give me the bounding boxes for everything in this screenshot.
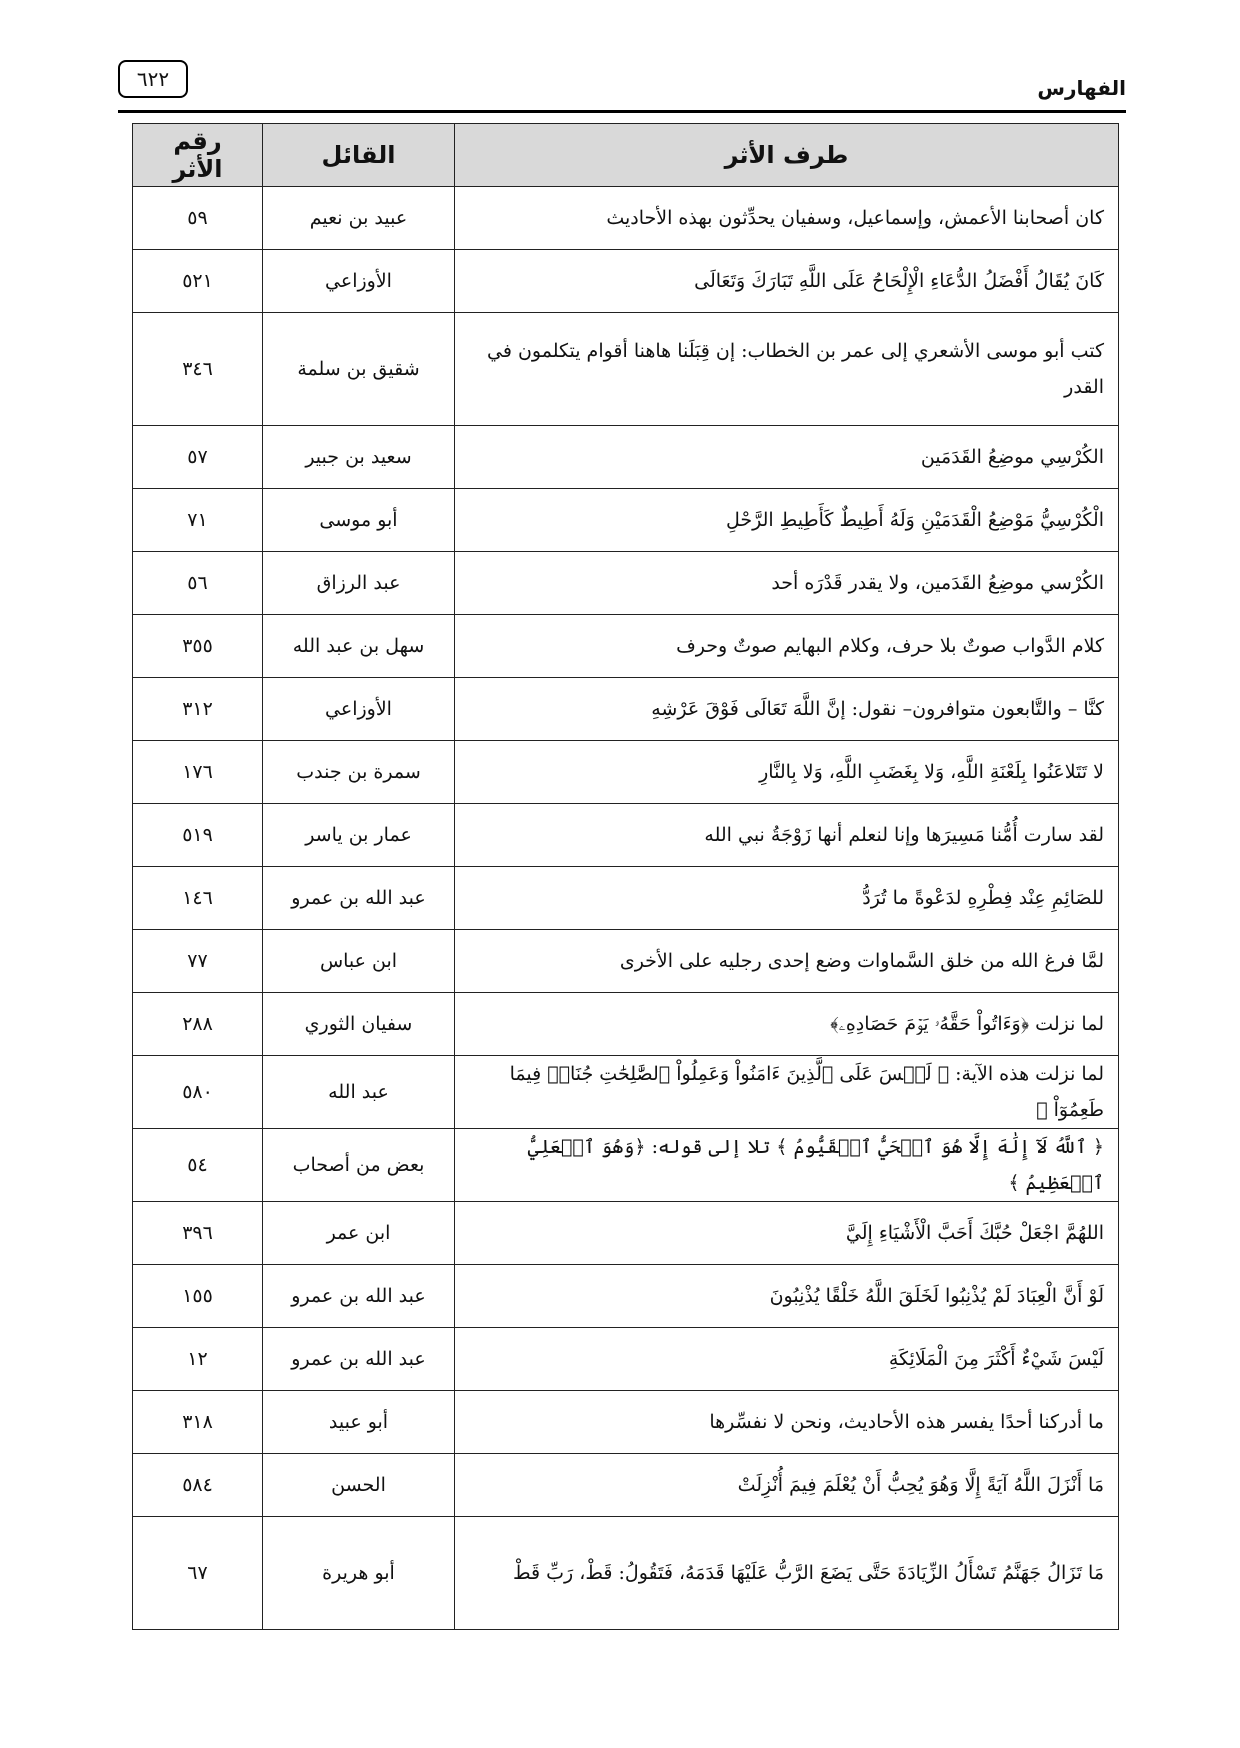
athar-sayer: شقيق بن سلمة xyxy=(263,313,455,426)
athar-sayer: سمرة بن جندب xyxy=(263,741,455,804)
athar-text: الْكُرْسِيُّ مَوْضِعُ الْقَدَمَيْنِ وَلَهُ أَطِيطٌ كَأَطِيطِ الرَّحْلِ xyxy=(455,489,1119,552)
athar-index-table xyxy=(132,123,1119,1630)
table-row xyxy=(133,993,1119,1056)
athar-text: لمَّا فرغ الله من خلق السَّماوات وضع إحدى رجليه على الأخرى xyxy=(455,930,1119,993)
athar-sayer: الأوزاعي xyxy=(263,250,455,313)
athar-text: للصَائِمِ عِنْد فِطْرِهِ لدَعْوةً ما تُرَدُّ xyxy=(455,867,1119,930)
athar-text: ﴿ ٱللَّهُ لَآ إِلَٰهَ إِلَّا هُوَ ٱلۡحَيُّ ٱلۡقَيُّومُ ﴾ تلا إلى قوله: ﴿وَهُوَ ٱلۡعَلِيُّ ٱلۡعَظِيمُ ﴾ xyxy=(455,1129,1119,1202)
table-row xyxy=(133,250,1119,313)
athar-number: ٥٧ xyxy=(133,426,263,489)
athar-text: لَوْ أَنَّ الْعِبَادَ لَمْ يُذْنِبُوا لَخَلَقَ اللَّهُ خَلْقًا يُذْنِبُونَ xyxy=(455,1265,1119,1328)
column-header-number: رقم الأثر xyxy=(133,124,263,187)
athar-text: كان أصحابنا الأعمش، وإسماعيل، وسفيان يحدِّثون بهذه الأحاديث xyxy=(455,187,1119,250)
table-row xyxy=(133,1202,1119,1265)
table-row xyxy=(133,313,1119,426)
athar-text: مَا أَنْزَلَ اللَّهُ آيَةً إِلَّا وَهُوَ يُحِبُّ أَنْ يُعْلَمَ فِيمَ أُنْزِلَتْ xyxy=(455,1454,1119,1517)
section-title: الفهارس xyxy=(1037,76,1126,100)
table-row xyxy=(133,804,1119,867)
athar-number: ٥٨٤ xyxy=(133,1454,263,1517)
table-row xyxy=(133,615,1119,678)
athar-sayer: بعض من أصحاب xyxy=(263,1129,455,1202)
table-row xyxy=(133,867,1119,930)
athar-number: ٥٩ xyxy=(133,187,263,250)
athar-number: ١٧٦ xyxy=(133,741,263,804)
athar-sayer: سعيد بن جبير xyxy=(263,426,455,489)
athar-text: كنَّا – والتَّابعون متوافرون– نقول: إنَّ اللَّهَ تَعَالَى فَوْقَ عَرْشِهِ xyxy=(455,678,1119,741)
page-header xyxy=(118,58,1126,114)
athar-number: ٣٤٦ xyxy=(133,313,263,426)
athar-number: ٥١٩ xyxy=(133,804,263,867)
athar-number: ٣١٨ xyxy=(133,1391,263,1454)
athar-text: لما نزلت ﴿وَءَاتُواْ حَقَّهُۥ يَوۡمَ حَصَادِهِۦ﴾ xyxy=(455,993,1119,1056)
athar-text: كلام الدَّواب صوتٌ بلا حرف، وكلام البهايم صوتٌ وحرف xyxy=(455,615,1119,678)
athar-sayer: أبو موسى xyxy=(263,489,455,552)
athar-sayer: سهل بن عبد الله xyxy=(263,615,455,678)
athar-number: ١٢ xyxy=(133,1328,263,1391)
athar-text: لقد سارت أُمُّنا مَسِيرَها وإنا لنعلم أنها زَوْجَةُ نبي الله xyxy=(455,804,1119,867)
table-row xyxy=(133,741,1119,804)
athar-number: ١٥٥ xyxy=(133,1265,263,1328)
athar-number: ٧١ xyxy=(133,489,263,552)
table-row xyxy=(133,1454,1119,1517)
athar-number: ٥٦ xyxy=(133,552,263,615)
table-row xyxy=(133,678,1119,741)
athar-text: الكُرْسِي موضِعُ القَدَمَين xyxy=(455,426,1119,489)
header-rule xyxy=(118,110,1126,113)
athar-sayer: عبد الله xyxy=(263,1056,455,1129)
athar-sayer: عبد الله بن عمرو xyxy=(263,867,455,930)
table-header-row xyxy=(133,124,1119,187)
athar-number: ٥٤ xyxy=(133,1129,263,1202)
athar-number: ١٤٦ xyxy=(133,867,263,930)
column-header-text: طرف الأثر xyxy=(455,124,1119,187)
athar-number: ٣٩٦ xyxy=(133,1202,263,1265)
athar-number: ٧٧ xyxy=(133,930,263,993)
page-number: ٦٢٢ xyxy=(118,60,188,98)
athar-sayer: ابن عباس xyxy=(263,930,455,993)
athar-text: كَانَ يُقَالُ أَفْضَلُ الدُّعَاءِ الْإِلْحَاحُ عَلَى اللَّهِ تَبَارَكَ وَتَعَالَى xyxy=(455,250,1119,313)
athar-text: ما أدركنا أحدًا يفسر هذه الأحاديث، ونحن لا نفسِّرها xyxy=(455,1391,1119,1454)
athar-sayer: سفيان الثوري xyxy=(263,993,455,1056)
table-row xyxy=(133,1328,1119,1391)
athar-number: ٦٧ xyxy=(133,1517,263,1630)
athar-sayer: عمار بن ياسر xyxy=(263,804,455,867)
athar-sayer: الحسن xyxy=(263,1454,455,1517)
athar-sayer: ابن عمر xyxy=(263,1202,455,1265)
table-row xyxy=(133,552,1119,615)
athar-text: لما نزلت هذه الآية: ﴿ لَيۡسَ عَلَى ٱلَّذِينَ ءَامَنُواْ وَعَمِلُواْ ٱلصَّٰلِحَٰتِ جُنَاحٞ فِيمَا طَعِمُوٓاْ ﴾ xyxy=(455,1056,1119,1129)
table-row xyxy=(133,1265,1119,1328)
column-header-sayer: القائل xyxy=(263,124,455,187)
athar-number: ٣٥٥ xyxy=(133,615,263,678)
athar-text: لا تَتَلاعَنُوا بِلَعْنَةِ اللَّهِ، وَلا بِغَضَبِ اللَّهِ، وَلا بِالنَّارِ xyxy=(455,741,1119,804)
athar-sayer: أبو عبيد xyxy=(263,1391,455,1454)
athar-number: ٣١٢ xyxy=(133,678,263,741)
table-row xyxy=(133,426,1119,489)
athar-text: الكُرْسي موضِعُ القَدَمين، ولا يقدر قَدْرَه أحد xyxy=(455,552,1119,615)
athar-sayer: عبد الله بن عمرو xyxy=(263,1265,455,1328)
table-row xyxy=(133,187,1119,250)
table-row xyxy=(133,1517,1119,1630)
table-row xyxy=(133,1129,1119,1202)
athar-text: اللهُمَّ اجْعَلْ حُبَّكَ أَحَبَّ الْأَشْيَاءِ إِلَيَّ xyxy=(455,1202,1119,1265)
athar-sayer: الأوزاعي xyxy=(263,678,455,741)
table-row xyxy=(133,489,1119,552)
athar-number: ٥٨٠ xyxy=(133,1056,263,1129)
athar-sayer: عبيد بن نعيم xyxy=(263,187,455,250)
athar-sayer: عبد الله بن عمرو xyxy=(263,1328,455,1391)
athar-text: لَيْسَ شَيْءٌ أَكْثَرَ مِنَ الْمَلَائِكَةِ xyxy=(455,1328,1119,1391)
athar-text: كتب أبو موسى الأشعري إلى عمر بن الخطاب: إن قِبَلَنا هاهنا أقوام يتكلمون في القدر xyxy=(455,313,1119,426)
table-row xyxy=(133,1391,1119,1454)
athar-text: مَا تَزَالُ جَهَنَّمُ تَسْأَلُ الزِّيَادَةَ حَتَّى يَضَعَ الرَّبُّ عَلَيْهَا قَدَمَهُ، فَتَقُولُ: قَطْ، رَبِّ قَطْ xyxy=(455,1517,1119,1630)
athar-number: ٢٨٨ xyxy=(133,993,263,1056)
athar-number: ٥٢١ xyxy=(133,250,263,313)
table-row xyxy=(133,1056,1119,1129)
athar-sayer: أبو هريرة xyxy=(263,1517,455,1630)
table-row xyxy=(133,930,1119,993)
athar-sayer: عبد الرزاق xyxy=(263,552,455,615)
